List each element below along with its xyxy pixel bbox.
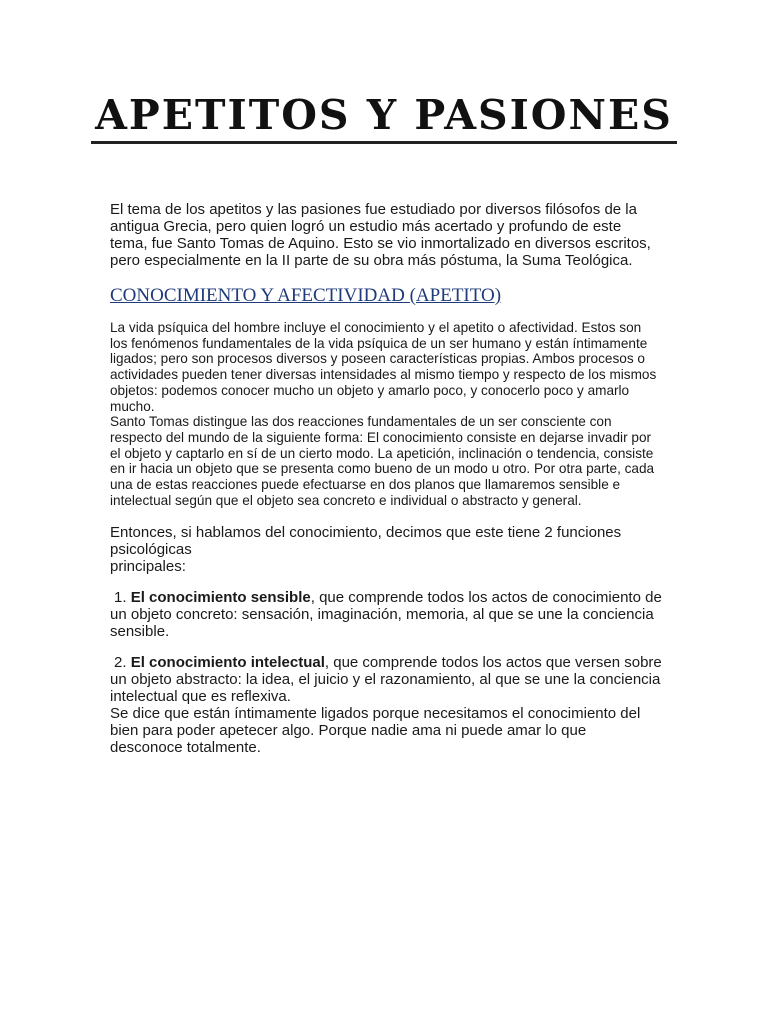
- title-container: [0, 92, 768, 144]
- paragraph-santo-tomas: Santo Tomas distingue las dos reacciones fundamentales de un ser consciente con respecto del mundo de la siguiente forma: El conocimiento consiste en dejarse invadir por el objeto y captarlo en sí de un cierto modo. La apetición, inclinación o tendencia, consiste en ir hacia un objeto que se presenta como bueno de un modo u otro. Por otra parte, cada una de estas reacciones puede efectuarse en dos planos que llamaremos sensible e intelectual según que el objeto sea concreto e individual o abstracto y general.: [110, 414, 655, 508]
- paragraph-funciones: [110, 524, 662, 575]
- list-item-number: 1.: [114, 589, 127, 607]
- closing-paragraph: Se dice que están íntimamente ligados porque necesitamos el conocimiento del bien para poder apetecer algo. Porque nadie ama ni puede amar lo que desconoce totalmente.: [110, 705, 641, 757]
- funciones-line-1: Entonces, si hablamos del conocimiento, decimos que este tiene 2 funciones: [110, 524, 622, 542]
- paragraph-vida-psiquica: La vida psíquica del hombre incluye el conocimiento y el apetito o afectividad. Estos son los fenómenos fundamentales de la vida psíquica de un ser humano y están íntimamente ligados; pero son procesos diversos y poseen características propias. Ambos procesos o actividades pueden tener diversas intensidades al mismo tiempo y respecto de los mismos objetos: podemos conocer mucho un objeto y amarlo poco, y conocerlo poco y amarlo mucho.: [110, 320, 657, 414]
- list-item-term: El conocimiento sensible: [130, 589, 311, 607]
- document-body: [110, 201, 662, 756]
- list-item-sensible: [110, 589, 662, 640]
- list-item-text: , que comprende todos los actos que versen sobre un objeto abstracto: la idea, el juicio y el razonamiento, al que se une la conciencia intelectual que es reflexiva.: [110, 654, 662, 706]
- list-item-term: El conocimiento intelectual: [130, 654, 325, 672]
- section-heading: CONOCIMIENTO Y AFECTIVIDAD (APETITO): [110, 285, 502, 306]
- intro-paragraph: El tema de los apetitos y las pasiones fue estudiado por diversos filósofos de la antigua Grecia, pero quien logró un estudio más acertado y profundo de este tema, fue Santo Tomas de Aquino. Esto se vio inmortalizado en diversos escritos, pero especialmente en la II parte de su obra más póstuma, la Suma Teológica.: [110, 201, 651, 269]
- list-item-number: 2.: [114, 654, 127, 672]
- funciones-line-2: psicológicas: [110, 541, 192, 559]
- funciones-line-3: principales:: [110, 558, 186, 576]
- list-item-text: , que comprende todos los actos de conocimiento de un objeto concreto: sensación, imaginación, memoria, al que se une la conciencia sensible.: [110, 589, 662, 641]
- list-item-intelectual: [110, 654, 662, 705]
- page-title: APETITOS Y PASIONES: [91, 92, 677, 144]
